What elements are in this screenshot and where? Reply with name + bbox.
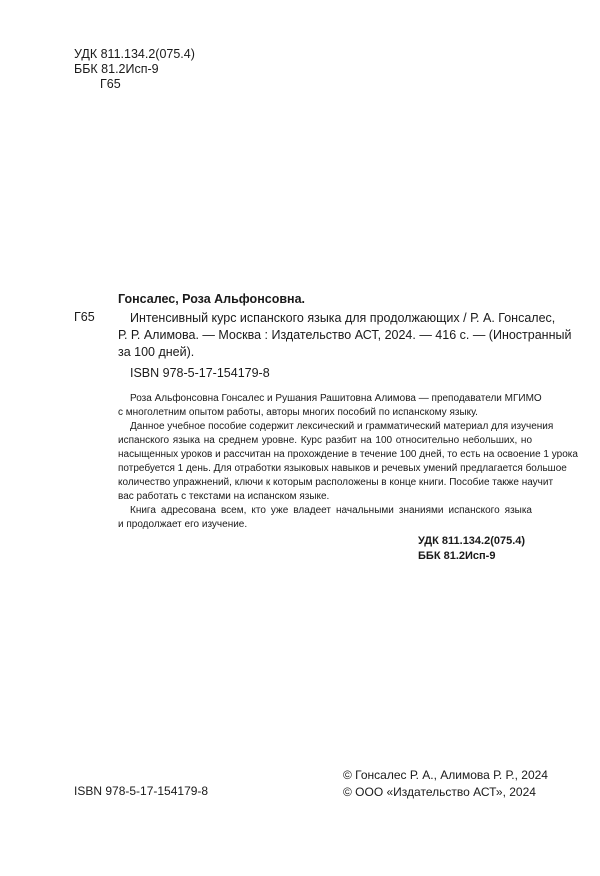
copyright-authors: © Гонсалес Р. А., Алимова Р. Р., 2024 (343, 768, 548, 782)
annotation-line: вас работать с текстами на испанском языке. (118, 491, 330, 502)
title-line-3: за 100 дней). (118, 345, 195, 359)
annotation-paragraph-3 (118, 504, 532, 532)
top-classification-codes (74, 47, 195, 92)
annotation-paragraph-2 (118, 420, 578, 504)
author-mark: Г65 (100, 77, 121, 91)
annotation-line: потребуется 1 день. Для отработки языковых навыков и речевых умений предлагается большое (118, 463, 567, 474)
bibliographic-description (118, 310, 572, 361)
udk-code-bottom: УДК 811.134.2(075.4) (418, 535, 526, 547)
annotation-line: Роза Альфонсовна Гонсалес и Рушания Рашитовна Алимова — преподаватели МГИМО (130, 393, 542, 404)
bbk-code: ББК 81.2Исп-9 (74, 62, 159, 76)
annotation-paragraph-1 (118, 392, 542, 420)
author-heading: Гонсалес, Роза Альфонсовна. (118, 292, 305, 306)
copyright-publisher: © ООО «Издательство АСТ», 2024 (343, 785, 536, 799)
title-line-1: Интенсивный курс испанского языка для продолжающих / Р. А. Гонсалес, (130, 311, 556, 325)
title-line-2: Р. Р. Алимова. — Москва : Издательство АСТ, 2024. — 416 с. — (Иностранный (118, 328, 572, 342)
annotation (118, 392, 578, 532)
copyright-block (343, 767, 548, 801)
annotation-line: испанского языка на среднем уровне. Курс разбит на 100 относительно небольших, но (118, 435, 532, 446)
bbk-code-bottom: ББК 81.2Исп-9 (418, 550, 496, 562)
catalog-author-mark: Г65 (74, 310, 95, 324)
annotation-line: Данное учебное пособие содержит лексический и грамматический материал для изучения (130, 421, 554, 432)
annotation-line: и продолжает его изучение. (118, 519, 248, 530)
annotation-line: насыщенных уроков и рассчитан на прохождение в течение 100 дней, то есть на освоение 1 урока (118, 449, 578, 460)
footer-isbn: ISBN 978-5-17-154179-8 (74, 784, 209, 798)
bottom-classification-codes (418, 534, 525, 564)
annotation-line: с многолетним опытом работы, авторы многих пособий по испанскому языку. (118, 407, 478, 418)
annotation-line: Книга адресована всем, кто уже владеет начальными знаниями испанского языка (130, 505, 532, 516)
annotation-line: количество упражнений, ключи к которым расположены в конце книги. Пособие также научит (118, 477, 554, 488)
catalog-isbn: ISBN 978-5-17-154179-8 (130, 366, 270, 380)
udk-code: УДК 811.134.2(075.4) (74, 47, 195, 61)
